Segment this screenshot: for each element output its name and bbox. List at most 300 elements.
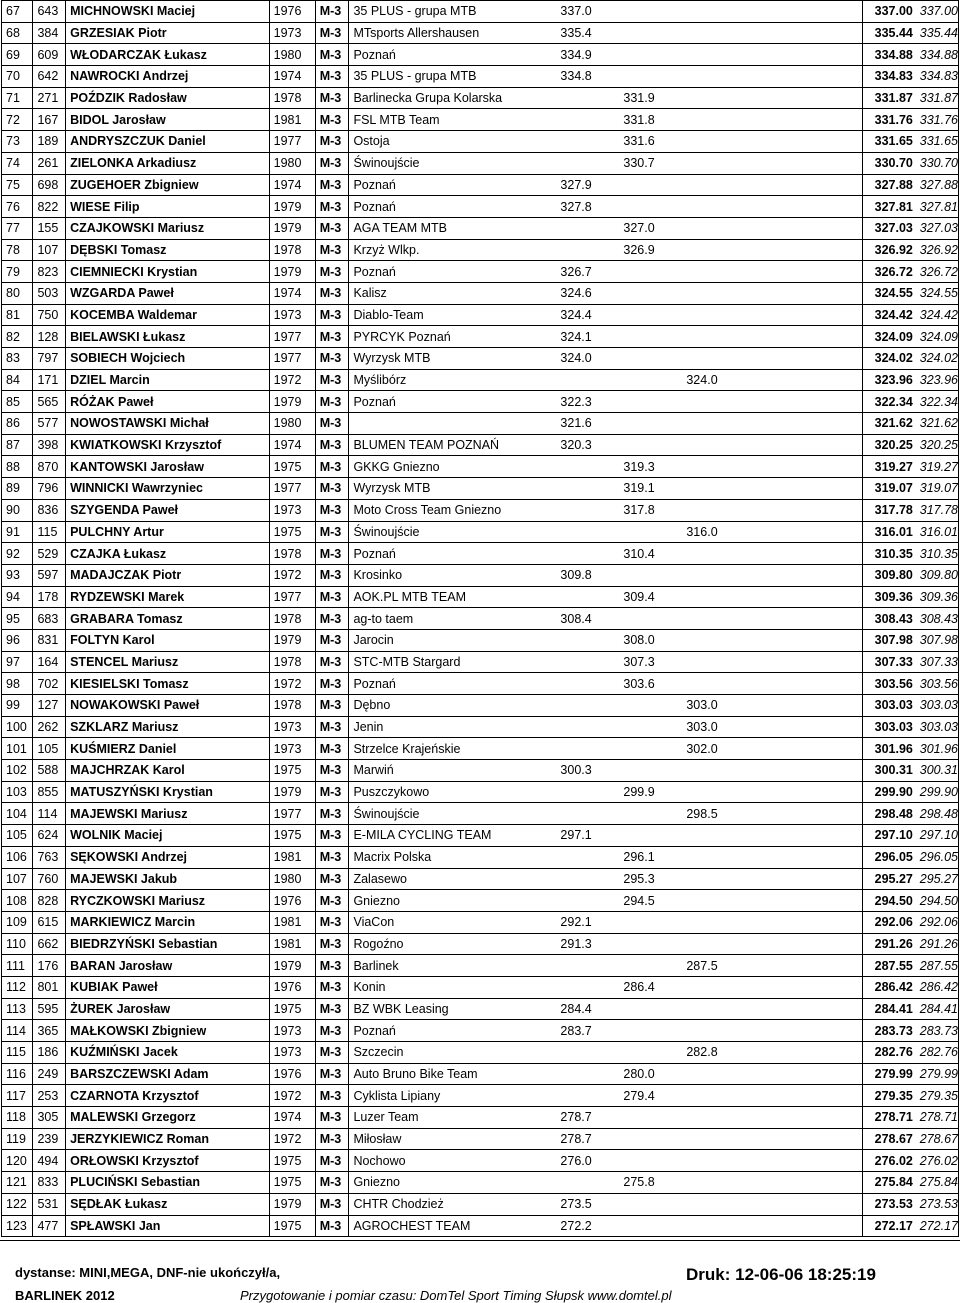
category-cell: M-3 [315,304,349,326]
lap-time-3-cell [682,217,745,239]
lap-time-1-cell: 327.9 [556,174,619,196]
lap-time-3-cell [682,586,745,608]
lap-time-1-cell [556,868,619,890]
birth-year-cell: 1977 [269,326,315,348]
category-cell: M-3 [315,955,349,977]
birth-year-cell: 1974 [269,282,315,304]
score-cell: 324.02 [863,348,913,370]
bib-number-cell: 763 [33,846,66,868]
lap-time-3-cell [682,976,745,998]
lap-time-2-cell: 303.6 [619,673,682,695]
birth-year-cell: 1972 [269,1128,315,1150]
bib-number-cell: 588 [33,760,66,782]
lap-time-3-cell [682,868,745,890]
club-cell: AGROCHEST TEAM [349,1215,556,1237]
score-copy-cell: 327.03 [913,217,959,239]
lap-time-4-cell [745,369,863,391]
birth-year-cell: 1981 [269,911,315,933]
score-copy-cell: 330.70 [913,152,959,174]
lap-time-3-cell [682,326,745,348]
bib-number-cell: 565 [33,391,66,413]
lap-time-1-cell: 334.8 [556,66,619,88]
rider-name-cell: BIELAWSKI Łukasz [66,326,270,348]
bib-number-cell: 271 [33,87,66,109]
birth-year-cell: 1975 [269,825,315,847]
table-row [2,543,959,565]
club-cell: Moto Cross Team Gniezno [349,499,556,521]
lap-time-1-cell [556,738,619,760]
lap-time-2-cell [619,911,682,933]
lap-time-4-cell [745,87,863,109]
lap-time-4-cell [745,716,863,738]
lap-time-2-cell [619,369,682,391]
birth-year-cell: 1978 [269,543,315,565]
lap-time-4-cell [745,868,863,890]
birth-year-cell: 1972 [269,1085,315,1107]
lap-time-2-cell [619,955,682,977]
club-cell: Nochowo [349,1150,556,1172]
lap-time-4-cell [745,1107,863,1129]
bib-number-cell: 176 [33,955,66,977]
score-copy-cell: 300.31 [913,760,959,782]
birth-year-cell: 1972 [269,564,315,586]
table-row [2,326,959,348]
lap-time-2-cell: 317.8 [619,499,682,521]
table-row [2,955,959,977]
lap-time-3-cell: 303.0 [682,716,745,738]
category-cell: M-3 [315,890,349,912]
score-cell: 279.99 [863,1063,913,1085]
score-cell: 292.06 [863,911,913,933]
table-row [2,239,959,261]
score-cell: 322.34 [863,391,913,413]
lap-time-1-cell [556,478,619,500]
lap-time-2-cell: 327.0 [619,217,682,239]
bib-number-cell: 801 [33,976,66,998]
category-cell: M-3 [315,282,349,304]
lap-time-1-cell: 324.4 [556,304,619,326]
rider-name-cell: RÓŻAK Paweł [66,391,270,413]
score-cell: 294.50 [863,890,913,912]
table-row [2,998,959,1020]
position-cell: 90 [2,499,33,521]
birth-year-cell: 1972 [269,369,315,391]
club-cell: BLUMEN TEAM POZNAŃ [349,434,556,456]
score-cell: 316.01 [863,521,913,543]
table-row [2,109,959,131]
lap-time-1-cell [556,586,619,608]
position-cell: 108 [2,890,33,912]
position-cell: 121 [2,1172,33,1194]
club-cell: Poznań [349,261,556,283]
lap-time-3-cell [682,998,745,1020]
table-row [2,1020,959,1042]
position-cell: 73 [2,131,33,153]
position-cell: 78 [2,239,33,261]
distances-note: dystanse: MINI,MEGA, DNF-nie ukończył/a, [15,1265,281,1280]
rider-name-cell: DZIEL Marcin [66,369,270,391]
birth-year-cell: 1973 [269,1020,315,1042]
score-cell: 310.35 [863,543,913,565]
lap-time-3-cell [682,66,745,88]
lap-time-1-cell [556,781,619,803]
category-cell: M-3 [315,261,349,283]
category-cell: M-3 [315,586,349,608]
rider-name-cell: ANDRYSZCZUK Daniel [66,131,270,153]
birth-year-cell: 1975 [269,998,315,1020]
lap-time-4-cell [745,890,863,912]
lap-time-2-cell [619,1128,682,1150]
rider-name-cell: WINNICKI Wawrzyniec [66,478,270,500]
table-row [2,174,959,196]
score-cell: 284.41 [863,998,913,1020]
bib-number-cell: 155 [33,217,66,239]
birth-year-cell: 1981 [269,846,315,868]
category-cell: M-3 [315,695,349,717]
category-cell: M-3 [315,1128,349,1150]
lap-time-2-cell: 309.4 [619,586,682,608]
lap-time-1-cell: 283.7 [556,1020,619,1042]
lap-time-4-cell [745,825,863,847]
category-cell: M-3 [315,1085,349,1107]
rider-name-cell: MALEWSKI Grzegorz [66,1107,270,1129]
lap-time-3-cell [682,196,745,218]
rider-name-cell: RYCZKOWSKI Mariusz [66,890,270,912]
score-copy-cell: 331.65 [913,131,959,153]
lap-time-4-cell [745,174,863,196]
rider-name-cell: MADAJCZAK Piotr [66,564,270,586]
category-cell: M-3 [315,651,349,673]
rider-name-cell: GRZESIAK Piotr [66,22,270,44]
club-cell: Poznań [349,673,556,695]
table-row [2,564,959,586]
lap-time-3-cell [682,933,745,955]
lap-time-3-cell: 287.5 [682,955,745,977]
birth-year-cell: 1973 [269,716,315,738]
club-cell: PYRCYK Poznań [349,326,556,348]
club-cell: Luzer Team [349,1107,556,1129]
bib-number-cell: 597 [33,564,66,586]
category-cell: M-3 [315,413,349,435]
category-cell: M-3 [315,521,349,543]
score-cell: 319.27 [863,456,913,478]
category-cell: M-3 [315,87,349,109]
lap-time-3-cell [682,1020,745,1042]
lap-time-4-cell [745,846,863,868]
position-cell: 111 [2,955,33,977]
category-cell: M-3 [315,131,349,153]
category-cell: M-3 [315,543,349,565]
position-cell: 104 [2,803,33,825]
score-cell: 296.05 [863,846,913,868]
score-cell: 334.88 [863,44,913,66]
position-cell: 68 [2,22,33,44]
lap-time-4-cell [745,109,863,131]
score-cell: 301.96 [863,738,913,760]
lap-time-4-cell [745,608,863,630]
category-cell: M-3 [315,478,349,500]
results-table [1,0,959,1237]
score-copy-cell: 294.50 [913,890,959,912]
club-cell: Poznań [349,196,556,218]
category-cell: M-3 [315,781,349,803]
lap-time-4-cell [745,1128,863,1150]
lap-time-3-cell [682,629,745,651]
position-cell: 94 [2,586,33,608]
table-row [2,22,959,44]
lap-time-2-cell [619,608,682,630]
lap-time-3-cell [682,1063,745,1085]
lap-time-4-cell [745,22,863,44]
lap-time-4-cell [745,760,863,782]
lap-time-3-cell [682,109,745,131]
lap-time-4-cell [745,478,863,500]
lap-time-2-cell: 286.4 [619,976,682,998]
score-copy-cell: 276.02 [913,1150,959,1172]
score-copy-cell: 287.55 [913,955,959,977]
lap-time-2-cell [619,282,682,304]
lap-time-1-cell [556,1042,619,1064]
club-cell: Kalisz [349,282,556,304]
bib-number-cell: 115 [33,521,66,543]
birth-year-cell: 1978 [269,695,315,717]
bib-number-cell: 833 [33,1172,66,1194]
birth-year-cell: 1979 [269,261,315,283]
lap-time-3-cell [682,478,745,500]
lap-time-1-cell: 308.4 [556,608,619,630]
birth-year-cell: 1973 [269,738,315,760]
rider-name-cell: ORŁOWSKI Krzysztof [66,1150,270,1172]
lap-time-2-cell: 279.4 [619,1085,682,1107]
lap-time-2-cell: 330.7 [619,152,682,174]
table-row [2,825,959,847]
rider-name-cell: SZYGENDA Paweł [66,499,270,521]
category-cell: M-3 [315,803,349,825]
score-copy-cell: 334.83 [913,66,959,88]
rider-name-cell: ZIELONKA Arkadiusz [66,152,270,174]
table-row [2,499,959,521]
position-cell: 84 [2,369,33,391]
table-row [2,521,959,543]
rider-name-cell: MAJCHRZAK Karol [66,760,270,782]
birth-year-cell: 1980 [269,868,315,890]
category-cell: M-3 [315,868,349,890]
lap-time-3-cell [682,911,745,933]
lap-time-1-cell [556,629,619,651]
birth-year-cell: 1979 [269,196,315,218]
score-cell: 327.03 [863,217,913,239]
bib-number-cell: 494 [33,1150,66,1172]
lap-time-1-cell: 292.1 [556,911,619,933]
bib-number-cell: 384 [33,22,66,44]
club-cell: Auto Bruno Bike Team [349,1063,556,1085]
score-copy-cell: 303.03 [913,716,959,738]
lap-time-4-cell [745,1172,863,1194]
score-cell: 291.26 [863,933,913,955]
position-cell: 106 [2,846,33,868]
lap-time-2-cell [619,716,682,738]
score-copy-cell: 316.01 [913,521,959,543]
club-cell: Krzyż Wlkp. [349,239,556,261]
table-row [2,1042,959,1064]
birth-year-cell: 1979 [269,391,315,413]
lap-time-2-cell: 331.9 [619,87,682,109]
lap-time-1-cell: 291.3 [556,933,619,955]
club-cell: Miłosław [349,1128,556,1150]
club-cell: Jarocin [349,629,556,651]
bib-number-cell: 128 [33,326,66,348]
category-cell: M-3 [315,846,349,868]
lap-time-1-cell [556,976,619,998]
position-cell: 107 [2,868,33,890]
lap-time-2-cell [619,1042,682,1064]
lap-time-2-cell: 319.3 [619,456,682,478]
birth-year-cell: 1977 [269,586,315,608]
lap-time-1-cell [556,955,619,977]
club-cell: Puszczykowo [349,781,556,803]
bib-number-cell: 760 [33,868,66,890]
rider-name-cell: WOLNIK Maciej [66,825,270,847]
lap-time-1-cell: 284.4 [556,998,619,1020]
lap-time-3-cell: 316.0 [682,521,745,543]
lap-time-2-cell [619,521,682,543]
club-cell: Macrix Polska [349,846,556,868]
club-cell: Myślibórz [349,369,556,391]
lap-time-4-cell [745,1085,863,1107]
score-cell: 331.76 [863,109,913,131]
birth-year-cell: 1973 [269,1042,315,1064]
bib-number-cell: 615 [33,911,66,933]
score-copy-cell: 295.27 [913,868,959,890]
bib-number-cell: 609 [33,44,66,66]
score-cell: 323.96 [863,369,913,391]
rider-name-cell: JERZYKIEWICZ Roman [66,1128,270,1150]
lap-time-2-cell: 326.9 [619,239,682,261]
rider-name-cell: STENCEL Mariusz [66,651,270,673]
score-cell: 283.73 [863,1020,913,1042]
lap-time-4-cell [745,586,863,608]
lap-time-3-cell [682,44,745,66]
category-cell: M-3 [315,998,349,1020]
lap-time-1-cell [556,456,619,478]
birth-year-cell: 1973 [269,499,315,521]
lap-time-2-cell: 275.8 [619,1172,682,1194]
lap-time-1-cell: 273.5 [556,1193,619,1215]
table-row [2,760,959,782]
lap-time-3-cell [682,1085,745,1107]
birth-year-cell: 1979 [269,629,315,651]
lap-time-3-cell [682,87,745,109]
club-cell: Rogoźno [349,933,556,955]
score-cell: 278.67 [863,1128,913,1150]
score-copy-cell: 324.02 [913,348,959,370]
bib-number-cell: 624 [33,825,66,847]
club-cell: ViaCon [349,911,556,933]
table-row [2,1215,959,1237]
birth-year-cell: 1977 [269,803,315,825]
lap-time-4-cell [745,543,863,565]
lap-time-4-cell [745,434,863,456]
category-cell: M-3 [315,716,349,738]
lap-time-2-cell [619,22,682,44]
lap-time-4-cell [745,1193,863,1215]
score-cell: 300.31 [863,760,913,782]
lap-time-1-cell [556,521,619,543]
table-row [2,1085,959,1107]
bib-number-cell: 828 [33,890,66,912]
lap-time-1-cell: 320.3 [556,434,619,456]
bib-number-cell: 797 [33,348,66,370]
rider-name-cell: CZAJKOWSKI Mariusz [66,217,270,239]
lap-time-3-cell [682,781,745,803]
bib-number-cell: 836 [33,499,66,521]
bib-number-cell: 750 [33,304,66,326]
position-cell: 115 [2,1042,33,1064]
position-cell: 117 [2,1085,33,1107]
club-cell: Poznań [349,44,556,66]
lap-time-1-cell: 321.6 [556,413,619,435]
club-cell: AGA TEAM MTB [349,217,556,239]
lap-time-2-cell: 280.0 [619,1063,682,1085]
lap-time-2-cell: 296.1 [619,846,682,868]
lap-time-2-cell: 295.3 [619,868,682,890]
score-copy-cell: 321.62 [913,413,959,435]
score-copy-cell: 272.17 [913,1215,959,1237]
birth-year-cell: 1978 [269,239,315,261]
club-cell: Świnoujście [349,521,556,543]
score-copy-cell: 309.36 [913,586,959,608]
lap-time-3-cell [682,1193,745,1215]
score-copy-cell: 310.35 [913,543,959,565]
category-cell: M-3 [315,608,349,630]
position-cell: 71 [2,87,33,109]
lap-time-1-cell [556,695,619,717]
score-cell: 295.27 [863,868,913,890]
rider-name-cell: WZGARDA Paweł [66,282,270,304]
position-cell: 89 [2,478,33,500]
rider-name-cell: MAŁKOWSKI Zbigniew [66,1020,270,1042]
lap-time-1-cell [556,369,619,391]
lap-time-1-cell [556,846,619,868]
score-cell: 282.76 [863,1042,913,1064]
birth-year-cell: 1981 [269,933,315,955]
birth-year-cell: 1973 [269,304,315,326]
lap-time-3-cell [682,174,745,196]
lap-time-1-cell: 297.1 [556,825,619,847]
lap-time-3-cell [682,261,745,283]
birth-year-cell: 1976 [269,890,315,912]
table-row [2,933,959,955]
lap-time-1-cell: 322.3 [556,391,619,413]
lap-time-4-cell [745,131,863,153]
bib-number-cell: 167 [33,109,66,131]
position-cell: 102 [2,760,33,782]
lap-time-2-cell [619,998,682,1020]
club-cell: Barlinecka Grupa Kolarska [349,87,556,109]
lap-time-4-cell [745,955,863,977]
category-cell: M-3 [315,326,349,348]
club-cell [349,413,556,435]
score-copy-cell: 299.90 [913,781,959,803]
bib-number-cell: 186 [33,1042,66,1064]
lap-time-4-cell [745,152,863,174]
birth-year-cell: 1975 [269,760,315,782]
table-row [2,738,959,760]
club-cell: Konin [349,976,556,998]
position-cell: 74 [2,152,33,174]
rider-name-cell: WIESE Filip [66,196,270,218]
score-cell: 298.48 [863,803,913,825]
